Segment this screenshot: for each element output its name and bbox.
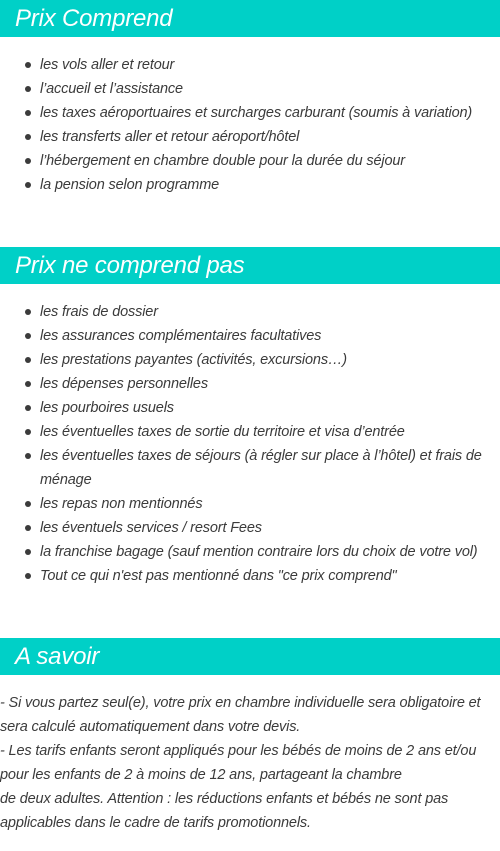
section-header-prix-comprend: Prix Comprend — [0, 0, 500, 37]
section-header-a-savoir: A savoir — [0, 638, 500, 675]
list-item-text: les transferts aller et retour aéroport/hôtel — [40, 129, 300, 145]
list-item-text: les vols aller et retour — [40, 57, 175, 73]
list-item — [0, 492, 500, 516]
bullet-icon — [25, 158, 31, 164]
a-savoir-paragraph-2-line-2: de deux adultes. Attention : les réductions enfants et bébés ne sont pas applicables dans le cadre de tarifs promotionnels. — [0, 791, 449, 831]
list-item — [0, 173, 500, 197]
list-item-text: les taxes aéroportuaires et surcharges carburant (soumis à variation) — [40, 105, 473, 121]
a-savoir-content — [0, 691, 500, 835]
list-item-text: les éventuels services / resort Fees — [40, 520, 262, 536]
list-item — [0, 564, 500, 588]
bullet-icon — [25, 134, 31, 140]
list-item-text: l’hébergement en chambre double pour la durée du séjour — [40, 153, 405, 169]
bullet-icon — [25, 525, 31, 531]
list-item — [0, 324, 500, 348]
list-item — [0, 348, 500, 372]
list-item-text: Tout ce qui n'est pas mentionné dans "ce prix comprend" — [40, 568, 397, 584]
bullet-icon — [25, 501, 31, 507]
bullet-icon — [25, 405, 31, 411]
list-item-text: l’accueil et l’assistance — [40, 81, 183, 97]
list-item — [0, 101, 500, 125]
list-item — [0, 300, 500, 324]
list-item-text: les pourboires usuels — [40, 400, 174, 416]
list-item — [0, 420, 500, 444]
list-item-text: la pension selon programme — [40, 177, 220, 193]
list-item — [0, 444, 500, 492]
list-item — [0, 372, 500, 396]
list-item-text: les assurances complémentaires facultatives — [40, 328, 322, 344]
bullet-icon — [25, 549, 31, 555]
section-header-prix-ne-comprend-pas: Prix ne comprend pas — [0, 247, 500, 284]
list-prix-ne-comprend-pas — [0, 300, 500, 588]
list-item — [0, 396, 500, 420]
list-item-text: les prestations payantes (activités, excursions…) — [40, 352, 347, 368]
list-item — [0, 77, 500, 101]
a-savoir-paragraph-2-line-1: - Les tarifs enfants seront appliqués pour les bébés de moins de 2 ans et/ou pour les enfants de 2 à moins de 12 ans, partageant la chambre — [0, 743, 477, 783]
bullet-icon — [25, 333, 31, 339]
a-savoir-paragraph-1: - Si vous partez seul(e), votre prix en chambre individuelle sera obligatoire et sera calculé automatiquement dans votre devis. — [0, 695, 481, 735]
list-prix-comprend — [0, 53, 500, 197]
list-item-text: les dépenses personnelles — [40, 376, 208, 392]
list-item-text: les frais de dossier — [40, 304, 158, 320]
bullet-icon — [25, 429, 31, 435]
bullet-icon — [25, 453, 31, 459]
list-item-text: la franchise bagage (sauf mention contraire lors du choix de votre vol) — [40, 544, 478, 560]
list-item — [0, 516, 500, 540]
bullet-icon — [25, 309, 31, 315]
list-item-text: les éventuelles taxes de sortie du territoire et visa d’entrée — [40, 424, 405, 440]
bullet-icon — [25, 182, 31, 188]
list-item-text: les éventuelles taxes de séjours (à régler sur place à l’hôtel) et frais de ménage — [40, 448, 482, 488]
bullet-icon — [25, 381, 31, 387]
bullet-icon — [25, 357, 31, 363]
list-item — [0, 540, 500, 564]
bullet-icon — [25, 86, 31, 92]
list-item-text: les repas non mentionnés — [40, 496, 203, 512]
bullet-icon — [25, 573, 31, 579]
bullet-icon — [25, 110, 31, 116]
list-item — [0, 125, 500, 149]
list-item — [0, 149, 500, 173]
bullet-icon — [25, 62, 31, 68]
list-item — [0, 53, 500, 77]
